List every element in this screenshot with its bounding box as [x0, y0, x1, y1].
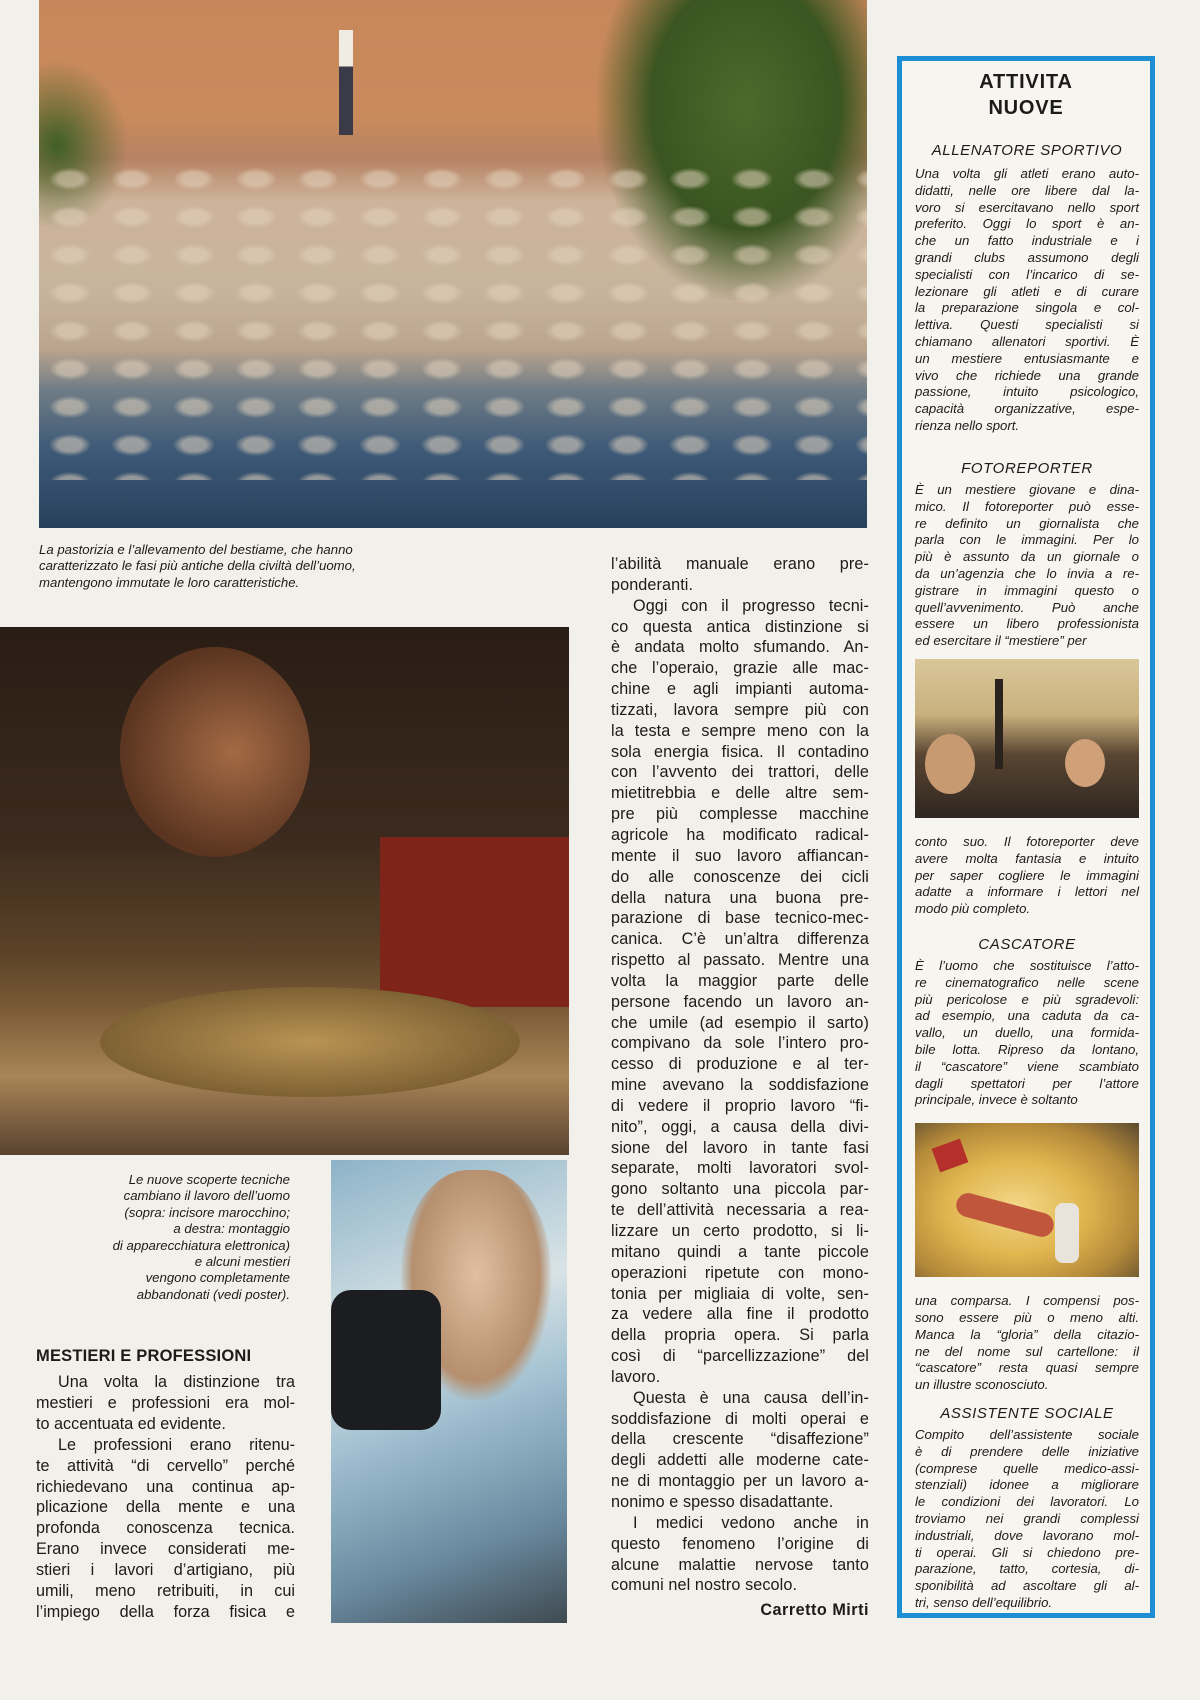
section-heading: ALLENATORE SPORTIVO: [931, 142, 1123, 159]
text-line: una comparsa. I compensi pos-: [915, 1293, 1139, 1309]
text-line: operazioni ripetute con mono-: [611, 1263, 869, 1282]
text-line: ad esempio, una caduta da ca-: [915, 1008, 1139, 1024]
text-line: dagli spettatori per l’attore: [915, 1075, 1139, 1091]
text-line: parazione, tatto, cortesia, di-: [915, 1561, 1139, 1577]
sidebar-title: [902, 69, 1150, 121]
text-line: Manca la “gloria” della citazio-: [915, 1326, 1139, 1342]
text-line: modo più completo.: [915, 901, 1031, 917]
text-line: della crescente “disaffezione”: [611, 1430, 869, 1449]
text-line: È un mestiere giovane e dina-: [915, 482, 1139, 497]
text-line: un illustre sconosciuto.: [915, 1377, 1049, 1393]
text-line: I medici vedono anche in: [633, 1513, 869, 1532]
article-middle-column: [611, 554, 869, 1622]
text-line: chine e agli impianti automa-: [611, 680, 869, 699]
photographers-crowd-photo: [915, 659, 1139, 818]
text-line: nito”, oggi, a causa della divi-: [611, 1117, 869, 1136]
text-line: principale, invece è soltanto: [915, 1092, 1078, 1108]
text-line: parazione di base tecnico-mec-: [611, 909, 869, 928]
author-byline: Carretto Mirti: [760, 1601, 869, 1620]
article-left-column: [36, 1345, 295, 1623]
text-line: della natura una buona pre-: [611, 888, 869, 907]
text-line: canica. C’è un’altra differenza: [611, 930, 869, 949]
text-line: Questa è una causa dell’in-: [633, 1388, 869, 1407]
text-line: compivano da sole l’intero pro-: [611, 1034, 869, 1053]
text-line: didatti, nelle ore libere dal la-: [915, 182, 1139, 198]
text-line: capacità organizzative, espe-: [915, 401, 1139, 417]
text-line: per saper cogliere le immagini: [915, 867, 1139, 883]
photo-caption-sheep: [39, 542, 469, 591]
text-line: con l’avvento dei trattori, delle: [611, 763, 869, 782]
text-line: a destra: montaggio: [173, 1221, 290, 1237]
text-line: alcune malattie nervose tanto: [611, 1555, 869, 1574]
text-line: tri, senso dell’equilibrio.: [915, 1594, 1053, 1610]
text-line: mestieri e professioni era mol-: [36, 1393, 295, 1412]
text-line: chiamano allenatori sportivi. È: [915, 333, 1139, 349]
text-line: co questa antica distinzione si: [611, 617, 869, 636]
text-line: Una volta la distinzione tra: [58, 1373, 295, 1391]
text-line: di vedere il proprio lavoro “fi-: [611, 1096, 869, 1115]
text-line: il “cascatore” viene scambiato: [915, 1058, 1139, 1074]
text-line: passione, intuito psicologico,: [915, 384, 1139, 400]
text-line: Le professioni erano ritenu-: [58, 1435, 295, 1454]
text-line: della propria opera. Si parla: [611, 1326, 869, 1345]
sidebar-title-line-2: NUOVE: [988, 97, 1064, 119]
section-cascatore: [915, 936, 1139, 1394]
stuntman-explosion-photo: [915, 1123, 1139, 1277]
text-line: adatte a informare i lettori nel: [915, 884, 1139, 900]
section-heading: ASSISTENTE SOCIALE: [940, 1405, 1114, 1422]
text-line: essere un libero professionista: [915, 616, 1139, 632]
text-line: è andata molto sfumando. An-: [611, 638, 869, 657]
text-line: plicazione della mente e una: [36, 1498, 295, 1517]
section-allenatore-sportivo: [915, 142, 1139, 435]
section-fotoreporter: [915, 460, 1139, 918]
text-line: un mestiere entusiasmante e: [915, 350, 1139, 366]
text-line: sione del lavoro in tante fasi: [611, 1138, 869, 1157]
text-line: industriali, dove lavorano mol-: [915, 1527, 1139, 1543]
text-line: bile lotta. Ripreso da lontano,: [915, 1041, 1139, 1057]
text-line: vengono completamente: [145, 1270, 290, 1286]
text-line: preferito. Oggi lo sport è an-: [915, 216, 1139, 232]
paragraph: [611, 596, 869, 1388]
text-line: Una volta gli atleti erano auto-: [915, 166, 1139, 181]
text-line: di apparecchiatura elettronica): [112, 1237, 290, 1253]
text-line: (comprese quelle medico-assi-: [915, 1460, 1139, 1476]
text-line: umili, meno retribuiti, in cui: [36, 1582, 295, 1601]
text-line: avere molta fantasia e intuito: [915, 850, 1139, 866]
text-line: te dell’attività necessaria a rea-: [611, 1201, 869, 1220]
text-line: più pericolose e più sgradevoli:: [915, 991, 1139, 1007]
text-line: agricole ha modificato radical-: [611, 825, 869, 844]
text-line: lavoro.: [611, 1367, 661, 1386]
text-line: Compito dell’assistente sociale: [915, 1427, 1139, 1442]
text-line: degli addetti alle moderne cate-: [611, 1451, 869, 1470]
text-line: cesso di produzione e al ter-: [611, 1055, 869, 1074]
paragraph: [611, 1513, 869, 1596]
text-line: ti operai. Gli si chiedono pre-: [915, 1544, 1139, 1560]
text-line: ponderanti.: [611, 575, 694, 594]
text-line: che un fatto industriale e i: [915, 233, 1139, 249]
text-line: gono soltanto una piccola par-: [611, 1180, 869, 1199]
text-line: rispetto al passato. Mentre una: [611, 951, 869, 970]
text-line: la preparazione singola e col-: [915, 300, 1139, 316]
text-line: do alle conoscenze dei cicli: [611, 867, 869, 886]
text-line: mente il suo lavoro affiancan-: [611, 846, 869, 865]
paragraph: [611, 1388, 869, 1513]
text-line: cambiano il lavoro dell’uomo: [123, 1188, 290, 1204]
new-jobs-sidebar-box: [897, 56, 1155, 1618]
text-line: mietitrebbia e delle altre sem-: [611, 784, 869, 803]
text-line: voro si esercitavano nello sport: [915, 199, 1139, 215]
text-line: tonia per migliaia di volte, sen-: [611, 1284, 869, 1303]
text-line: l’impiego della forza fisica e: [36, 1602, 295, 1621]
text-line: za vedere alla fine il prodotto: [611, 1305, 869, 1324]
text-line: stieri i lavori d’artigiano, più: [36, 1561, 295, 1580]
text-line: caratterizzato le fasi più antiche della civiltà dell’uomo,: [39, 558, 356, 574]
photo-caption-craft: [40, 1172, 290, 1303]
text-line: richiedevano una continua ap-: [36, 1477, 295, 1496]
text-line: ne di montaggio per un lavoro a-: [611, 1472, 869, 1491]
text-line: soddisfazione di molti operai e: [611, 1409, 869, 1428]
text-line: che umile (ad esempio il sarto): [611, 1013, 869, 1032]
text-line: persone facendo un lavoro an-: [611, 992, 869, 1011]
text-line: vivo che richiede una grande: [915, 367, 1139, 383]
text-line: quell’avvenimento. Può anche: [915, 599, 1139, 615]
text-line: Erano invece considerati me-: [36, 1540, 295, 1559]
text-line: Oggi con il progresso tecni-: [633, 596, 869, 615]
text-line: “cascatore” resta quasi sempre: [915, 1360, 1139, 1376]
text-line: profonda conoscenza tecnica.: [36, 1519, 295, 1538]
text-line: ne del nome sul cartellone: il: [915, 1343, 1139, 1359]
text-line: È l’uomo che sostituisce l’atto-: [915, 958, 1139, 973]
text-line: mantengono immutate le loro caratteristiche.: [39, 574, 300, 590]
paragraph: [36, 1372, 295, 1435]
moroccan-engraver-photo: [0, 627, 569, 1155]
text-line: ed esercitare il “mestiere” per: [915, 633, 1087, 649]
text-line: to accentuata ed evidente.: [36, 1414, 226, 1433]
text-line: (sopra: incisore marocchino;: [124, 1204, 290, 1220]
electronics-assembly-photo: [331, 1160, 567, 1623]
text-line: questo fenomeno l’origine di: [611, 1534, 869, 1553]
text-line: da un’agenzia che lo invia a re-: [915, 565, 1139, 581]
text-line: mine avevano la soddisfazione: [611, 1076, 869, 1095]
text-line: nonimo e spesso disadattante.: [611, 1492, 834, 1511]
sheep-drinking-photo: [39, 0, 867, 528]
paragraph: [36, 1435, 295, 1623]
section-heading: FOTOREPORTER: [961, 460, 1093, 477]
text-line: volta la maggior parte delle: [611, 971, 869, 990]
text-line: mico. Il fotoreporter può esse-: [915, 498, 1139, 514]
text-line: vallo, un duello, una formida-: [915, 1025, 1139, 1041]
text-line: gistrare in immagini questo o: [915, 582, 1139, 598]
text-line: lizzare un certo prodotto, si li-: [611, 1222, 869, 1240]
text-line: grandi clubs assumono degli: [915, 249, 1139, 265]
text-line: stenziali) idonee a migliorare: [915, 1477, 1139, 1493]
text-line: te attività “di cervello” perché: [36, 1456, 295, 1475]
text-line: comuni nel nostro secolo.: [611, 1576, 798, 1595]
text-line: che l’operaio, grazie alle mac-: [611, 659, 869, 678]
text-line: tizzati, lavora sempre più con: [611, 700, 869, 719]
text-line: abbandonati (vedi poster).: [136, 1286, 290, 1302]
text-line: lettiva. Questi specialisti si: [915, 317, 1139, 333]
text-line: pre più complesse macchine: [611, 805, 869, 824]
section-heading: CASCATORE: [978, 936, 1076, 953]
text-line: separate, molti lavoratori svol-: [611, 1159, 869, 1178]
text-line: così di “parcellizzazione” del: [611, 1347, 869, 1366]
text-line: è di prendere delle iniziative: [915, 1443, 1139, 1459]
text-line: la testa e sempre meno con la: [611, 721, 869, 740]
text-line: re cinematografico nelle scene: [915, 974, 1139, 990]
text-line: La pastorizia e l’allevamento del bestiame, che hanno: [39, 542, 353, 557]
text-line: Le nuove scoperte tecniche: [128, 1172, 290, 1187]
text-line: e alcuni mestieri: [194, 1254, 290, 1270]
text-line: sola energia fisica. Il contadino: [611, 742, 869, 761]
text-line: sono essere più o meno alti.: [915, 1309, 1139, 1325]
sidebar-title-line-1: ATTIVITA: [979, 71, 1073, 93]
text-line: mitano quindi a tante piccole: [611, 1242, 869, 1261]
text-line: le condizioni dei lavoratori. Lo: [915, 1494, 1139, 1510]
article-heading: MESTIERI E PROFESSIONI: [36, 1347, 252, 1365]
section-assistente-sociale: [915, 1405, 1139, 1612]
text-line: specialisti con l’incarico di se-: [915, 266, 1139, 282]
text-line: l’abilità manuale erano pre-: [611, 555, 869, 573]
text-line: lezionare gli atleti e di curare: [915, 283, 1139, 299]
text-line: sponibilità ad ascoltare gli al-: [915, 1578, 1139, 1594]
paragraph: [611, 554, 869, 596]
text-line: parla con le immagini. Per lo: [915, 532, 1139, 548]
text-line: troviamo nei grandi complessi: [915, 1510, 1139, 1526]
text-line: più è assunto da un giornale o: [915, 549, 1139, 565]
text-line: rienza nello sport.: [915, 417, 1020, 433]
text-line: conto suo. Il fotoreporter deve: [915, 833, 1139, 849]
text-line: re definito un giornalista che: [915, 515, 1139, 531]
